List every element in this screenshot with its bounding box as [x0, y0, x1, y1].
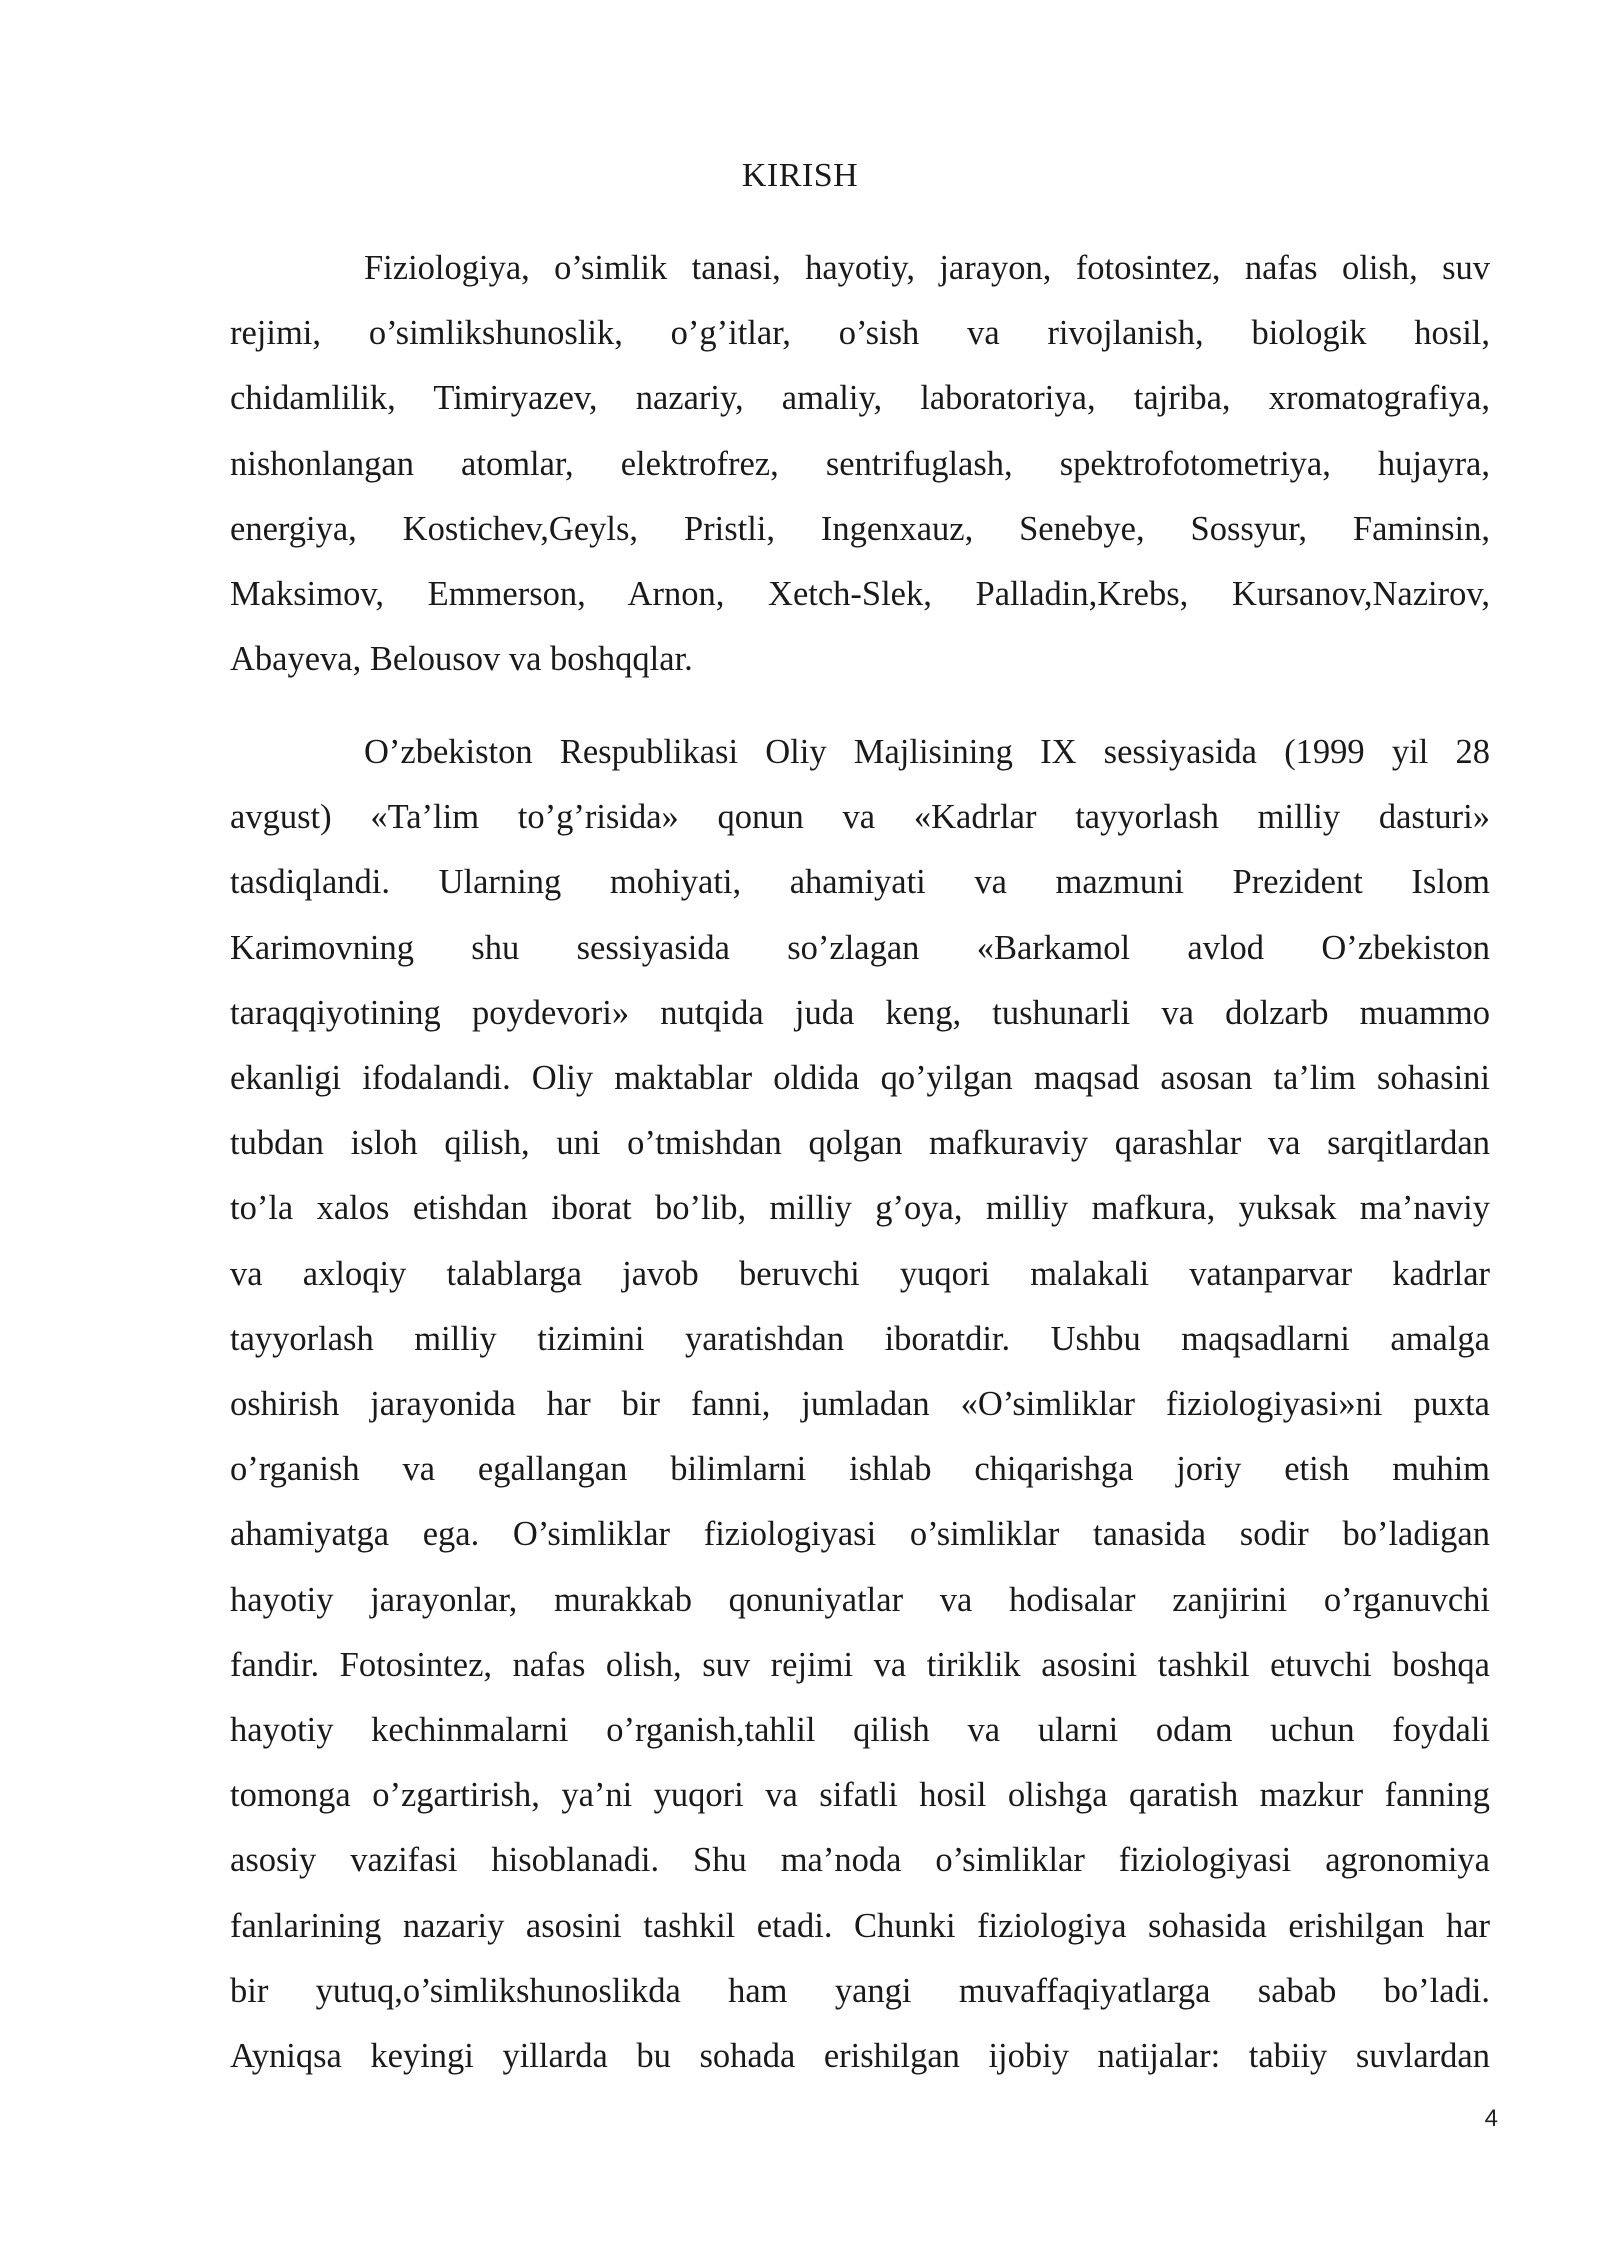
paragraph-line: o’rganish va egallangan bilimlarni ishlab chiqarishga joriy etish muhim [230, 1450, 1490, 1489]
paragraph-line: ahamiyatga ega. O’simliklar fiziologiyasi o’simliklar tanasida sodir bo’ladigan [230, 1515, 1490, 1554]
paragraph-line: oshirish jarayonida har bir fanni, jumladan «O’simliklar fiziologiyasi»ni puxta [230, 1385, 1490, 1424]
paragraph-line: fanlarining nazariy asosini tashkil etadi. Chunki fiziologiya sohasida erishilgan har [230, 1906, 1490, 1945]
paragraph-introduction [230, 720, 1490, 2089]
section-title: KIRISH [741, 157, 859, 194]
paragraph-line: chidamlilik, Timiryazev, nazariy, amaliy, laboratoriya, tajriba, xromatografiya, [230, 379, 1490, 418]
paragraph-line: rejimi, o’simlikshunoslik, o’g’itlar, o’sish va rivojlanish, biologik hosil, [230, 314, 1490, 353]
paragraph-line: tubdan isloh qilish, uni o’tmishdan qolgan mafkuraviy qarashlar va sarqitlardan [230, 1124, 1490, 1163]
paragraph-line: to’la xalos etishdan iborat bo’lib, milliy g’oya, milliy mafkura, yuksak ma’naviy [230, 1189, 1490, 1228]
paragraph-line: fandir. Fotosintez, nafas olish, suv rejimi va tiriklik asosini tashkil etuvchi boshqa [230, 1645, 1490, 1684]
paragraph-line: Karimovning shu sessiyasida so’zlagan «Barkamol avlod O’zbekiston [230, 928, 1490, 967]
paragraph-line: energiya, Kostichev,Geyls, Pristli, Ingenxauz, Senebye, Sossyur, Faminsin, [230, 509, 1490, 548]
paragraph-line: Ayniqsa keyingi yillarda bu sohada erishilgan ijobiy natijalar: tabiiy suvlardan [230, 2037, 1490, 2076]
paragraph-line: Abayeva, Belousov va boshqqlar. [230, 640, 693, 679]
page-number: 4 [1484, 2105, 1498, 2132]
paragraph-line: Fiziologiya, o’simlik tanasi, hayotiy, jarayon, fotosintez, nafas olish, suv [364, 249, 1490, 287]
paragraph-line: Maksimov, Emmerson, Arnon, Xetch-Slek, Palladin,Krebs, Kursanov,Nazirov, [230, 575, 1490, 614]
paragraph-line: tayyorlash milliy tizimini yaratishdan iboratdir. Ushbu maqsadlarni amalga [230, 1319, 1490, 1358]
paragraph-line: nishonlangan atomlar, elektrofrez, sentrifuglash, spektrofotometriya, hujayra, [230, 444, 1490, 483]
paragraph-line: O’zbekiston Respublikasi Oliy Majlisining IX sessiyasida (1999 yil 28 [364, 733, 1490, 771]
paragraph-line: ekanligi ifodalandi. Oliy maktablar oldida qo’yilgan maqsad asosan ta’lim sohasini [230, 1059, 1490, 1098]
paragraph-line: bir yutuq,o’simlikshunoslikda ham yangi muvaffaqiyatlarga sabab bo’ladi. [230, 1971, 1490, 2010]
paragraph-line: va axloqiy talablarga javob beruvchi yuqori malakali vatanparvar kadrlar [230, 1254, 1490, 1293]
paragraph-line: asosiy vazifasi hisoblanadi. Shu ma’noda o’simliklar fiziologiyasi agronomiya [230, 1841, 1490, 1880]
paragraph-line: hayotiy jarayonlar, murakkab qonuniyatlar va hodisalar zanjirini o’rganuvchi [230, 1580, 1490, 1619]
paragraph-line: tasdiqlandi. Ularning mohiyati, ahamiyati va mazmuni Prezident Islom [230, 863, 1490, 902]
paragraph-line: hayotiy kechinmalarni o’rganish,tahlil qilish va ularni odam uchun foydali [230, 1711, 1490, 1750]
paragraph-line: tomonga o’zgartirish, ya’ni yuqori va sifatli hosil olishga qaratish mazkur fanning [230, 1776, 1490, 1815]
paragraph-keywords [230, 236, 1490, 692]
paragraph-line: taraqqiyotining poydevori» nutqida juda keng, tushunarli va dolzarb muammo [230, 993, 1490, 1032]
paragraph-line: avgust) «Ta’lim to’g’risida» qonun va «Kadrlar tayyorlash milliy dasturi» [230, 798, 1490, 837]
